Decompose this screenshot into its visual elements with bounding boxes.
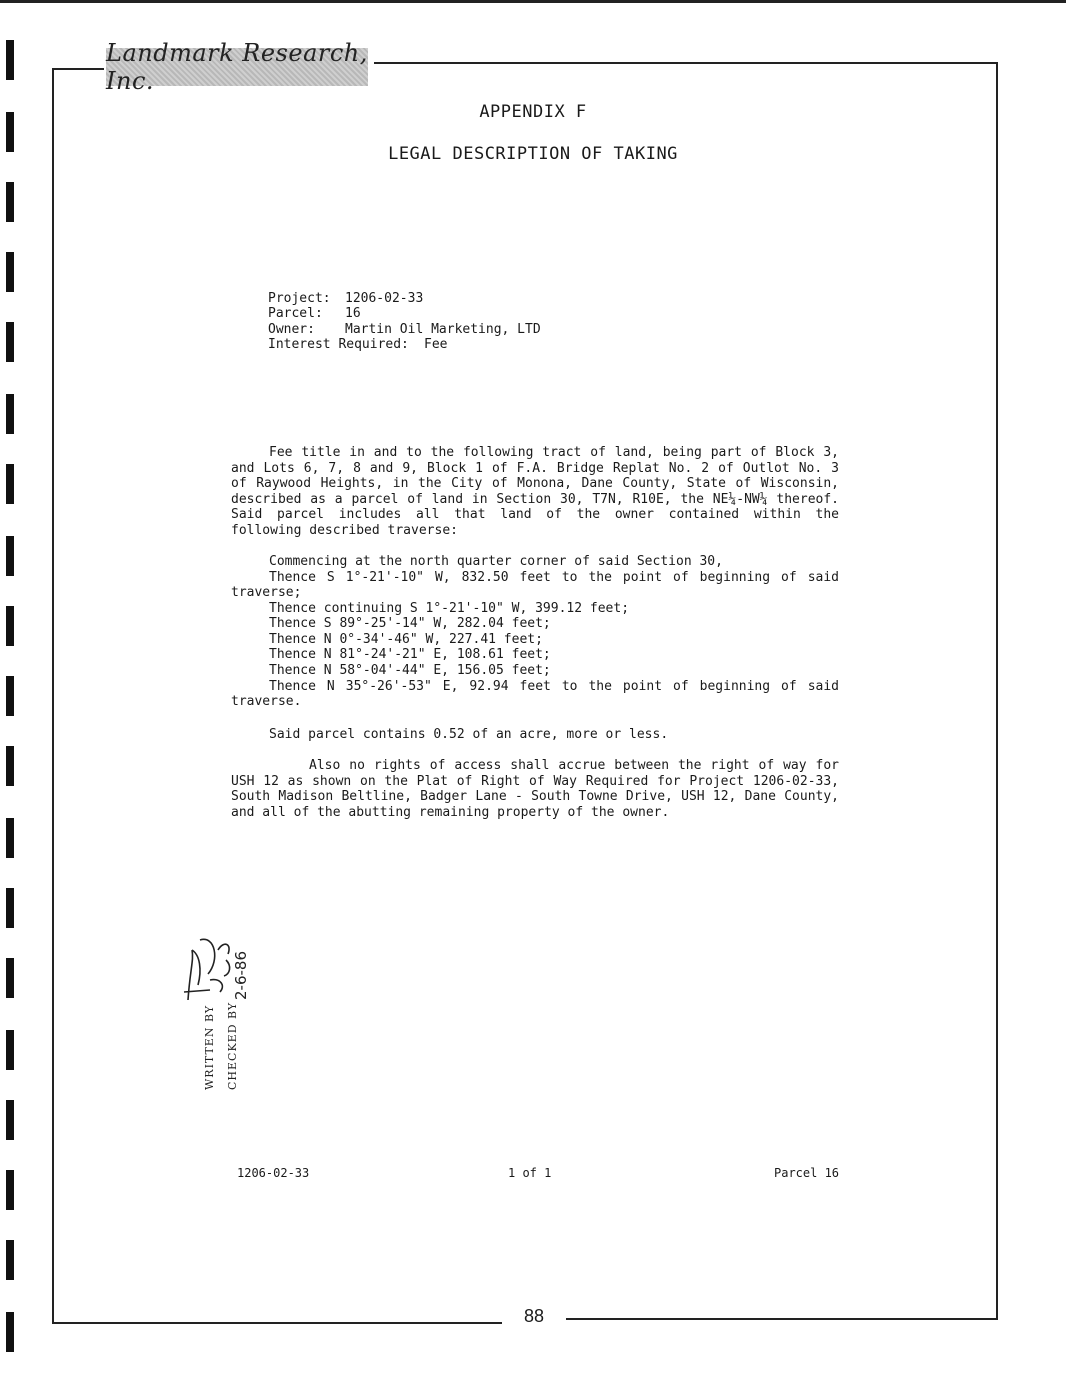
binder-mark xyxy=(6,606,14,646)
traverse-line: Commencing at the north quarter corner of said Section 30, xyxy=(269,554,723,569)
frame-line xyxy=(374,62,998,64)
binder-mark xyxy=(6,394,14,434)
binder-mark xyxy=(6,252,14,292)
logo-text: Landmark Research, Inc. xyxy=(106,39,368,95)
traverse-line: traverse; xyxy=(231,585,302,600)
frame-line xyxy=(52,1322,502,1324)
traverse-line: Thence N 58°-04'-44" E, 156.05 feet; xyxy=(269,663,551,678)
owner-value: Martin Oil Marketing, LTD xyxy=(345,322,541,337)
frame-line xyxy=(52,68,54,1324)
frame-line xyxy=(996,62,998,1318)
page-number: 88 xyxy=(523,1306,545,1326)
top-edge-line xyxy=(0,0,1066,3)
binder-mark xyxy=(6,676,14,716)
binder-mark xyxy=(6,536,14,576)
traverse-line: Thence S 89°-25'-14" W, 282.04 feet; xyxy=(269,616,551,631)
company-logo xyxy=(106,39,368,95)
appendix-heading: APPENDIX F xyxy=(479,102,587,122)
binder-mark xyxy=(6,464,14,504)
binder-mark xyxy=(6,1170,14,1210)
project-label: Project: xyxy=(268,291,331,306)
access-paragraph: Also no rights of access shall accrue between the right of way for USH 12 as shown on the Plat of Right of Way Required for Project 1206-02-33, South Madison Beltline, Badger Lane - South Towne Drive, USH 12, Dane County, and all of the abutting remaining property of the owner. xyxy=(231,758,839,820)
binder-mark xyxy=(6,746,14,786)
interest-value: Fee xyxy=(424,337,448,352)
binder-mark xyxy=(6,322,14,362)
parcel-value: 16 xyxy=(345,306,361,321)
project-value: 1206-02-33 xyxy=(345,291,424,306)
binder-mark xyxy=(6,1240,14,1280)
frame-line xyxy=(566,1318,998,1320)
footer-page-count: 1 of 1 xyxy=(508,1166,552,1180)
intro-paragraph: Fee title in and to the following tract of land, being part of Block 3, and Lots 6, 7, 8 and 9, Block 1 of F.A. Bridge Replat No. 2 of Outlot No. 3 of Raywood Heights, in the City of Monona, Dane County, State of Wisconsin, described as a parcel of land in Section 30, T7N, R10E, the NE¼-NW¼ thereof. Said parcel includes all that land of the owner contained within the following described traverse: xyxy=(231,445,839,538)
binder-mark xyxy=(6,1100,14,1140)
binder-mark xyxy=(6,958,14,998)
frame-line xyxy=(52,68,104,70)
binder-mark xyxy=(6,182,14,222)
acreage-statement: Said parcel contains 0.52 of an acre, more or less. xyxy=(269,727,669,742)
traverse-line: Thence N 0°-34'-46" W, 227.41 feet; xyxy=(269,632,543,647)
parcel-label: Parcel: xyxy=(268,306,323,321)
traverse-line: Thence N 81°-24'-21" E, 108.61 feet; xyxy=(269,647,551,662)
binder-mark xyxy=(6,1030,14,1070)
interest-label: Interest Required: xyxy=(268,337,409,352)
owner-label: Owner: xyxy=(268,322,315,337)
page-title: LEGAL DESCRIPTION OF TAKING xyxy=(388,144,678,164)
traverse-line: Thence continuing S 1°-21'-10" W, 399.12 feet; xyxy=(269,601,630,616)
traverse-line: traverse. xyxy=(231,694,302,709)
footer-project: 1206-02-33 xyxy=(237,1166,310,1180)
traverse-line: Thence S 1°-21'-10" W, 832.50 feet to the point of beginning of said xyxy=(269,570,839,585)
binder-mark xyxy=(6,40,14,80)
checked-by-label: CHECKED BY xyxy=(226,1001,239,1090)
binder-mark xyxy=(6,888,14,928)
traverse-line: Thence N 35°-26'-53" E, 92.94 feet to the point of beginning of said xyxy=(269,679,839,694)
binder-mark xyxy=(6,818,14,858)
written-by-label: WRITTEN BY xyxy=(203,1004,216,1090)
stamp-date: 2-6-86 xyxy=(232,951,250,1000)
footer-parcel: Parcel 16 xyxy=(774,1166,840,1180)
binder-mark xyxy=(6,1312,14,1352)
